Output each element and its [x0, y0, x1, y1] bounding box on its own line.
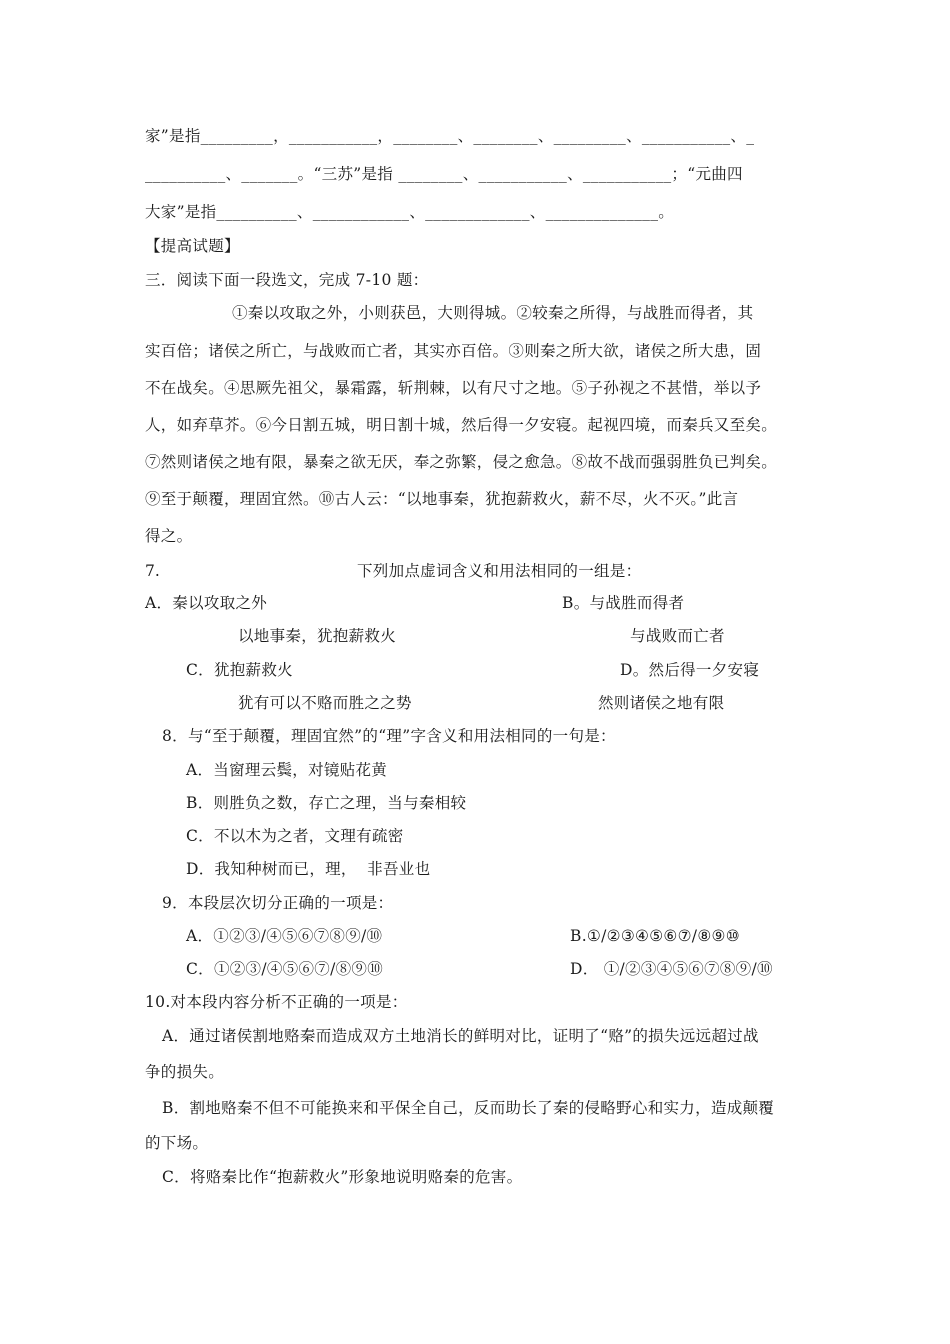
- q7-option-d-line-1: D。然后得一夕安寝: [620, 661, 760, 679]
- q7-option-c-line-1: C．犹抱薪救火: [186, 661, 293, 679]
- passage-line-7: 得之。: [145, 527, 193, 545]
- fill-in-line-1: 家”是指_________，___________，________、________、_________、___________、_: [145, 127, 755, 145]
- passage-line-6: ⑨至于颠覆，理固宜然。⑩古人云：“以地事秦，犹抱薪救火，薪不尽，火不灭。”此言: [145, 490, 739, 508]
- passage-line-1: ①秦以攻取之外，小则获邑，大则得城。②较秦之所得，与战胜而得者，其: [232, 304, 754, 322]
- q9-stem: 9．本段层次切分正确的一项是：: [162, 894, 394, 912]
- passage-line-2: 实百倍；诸侯之所亡，与战败而亡者，其实亦百倍。③则秦之所大欲，诸侯之所大患，固: [145, 342, 762, 360]
- q7-option-a-line-2: 以地事秦，犹抱薪救火: [238, 627, 397, 645]
- q9-option-b: B.①/②③④⑤⑥⑦/⑧⑨⑩: [570, 927, 740, 945]
- passage-line-5: ⑦然则诸侯之地有限，暴秦之欲无厌，奉之弥繁，侵之愈急。⑧故不战而强弱胜负已判矣。: [145, 453, 778, 471]
- fill-in-line-2: __________、_______。“三苏”是指 ________、___________、___________；“元曲四: [145, 165, 743, 183]
- q8-option-c: C．不以木为之者，文理有疏密: [186, 827, 404, 845]
- q8-stem: 8．与“至于颠覆，理固宜然”的“理”字含义和用法相同的一句是：: [162, 727, 616, 745]
- q8-option-d: D．我知种树而已，理， 非吾业也: [186, 860, 431, 878]
- section-three-instruction: 三．阅读下面一段选文，完成 7-10 题：: [145, 271, 429, 289]
- q7-option-c-line-2: 犹有可以不赂而胜之之势: [238, 694, 412, 712]
- q10-option-a-line-1: A．通过诸侯割地赂秦而造成双方土地消长的鲜明对比，证明了“赂”的损失远远超过战: [162, 1027, 759, 1045]
- q7-number: 7.: [145, 562, 160, 580]
- passage-line-4: 人，如弃草芥。⑥今日割五城，明日割十城，然后得一夕安寝。起视四境，而秦兵又至矣。: [145, 416, 778, 434]
- q10-stem: 10.对本段内容分析不正确的一项是：: [145, 993, 408, 1011]
- q8-option-a: A．当窗理云鬓，对镜贴花黄: [186, 761, 388, 779]
- q9-option-d: D． ①/②③④⑤⑥⑦⑧⑨/⑩: [570, 960, 773, 978]
- passage-line-3: 不在战矣。④思厥先祖父，暴霜露，斩荆棘，以有尺寸之地。⑤子孙视之不甚惜，举以予: [145, 379, 762, 397]
- q7-option-b-line-1: B。与战胜而得者: [562, 594, 685, 612]
- q10-option-b-line-2: 的下场。: [145, 1134, 209, 1152]
- q10-option-a-line-2: 争的损失。: [145, 1063, 225, 1081]
- q7-stem: 下列加点虚词含义和用法相同的一组是：: [357, 562, 642, 580]
- q7-option-a-line-1: A．秦以攻取之外: [145, 594, 268, 612]
- q9-option-a: A．①②③/④⑤⑥⑦⑧⑨/⑩: [186, 927, 383, 945]
- q7-option-b-line-2: 与战败而亡者: [630, 627, 725, 645]
- fill-in-line-3: 大家”是指__________、____________、_____________、______________。: [145, 203, 675, 221]
- q9-option-c: C．①②③/④⑤⑥⑦/⑧⑨⑩: [186, 960, 384, 978]
- q10-option-b-line-1: B．割地赂秦不但不可能换来和平保全自己，反而助长了秦的侵略野心和实力，造成颠覆: [162, 1099, 775, 1117]
- q7-option-d-line-2: 然则诸侯之地有限: [598, 694, 725, 712]
- q10-option-c: C．将赂秦比作“抱薪救火”形象地说明赂秦的危害。: [162, 1168, 523, 1186]
- q8-option-b: B．则胜负之数，存亡之理，当与秦相较: [186, 794, 467, 812]
- section-heading: 【提高试题】: [145, 237, 240, 255]
